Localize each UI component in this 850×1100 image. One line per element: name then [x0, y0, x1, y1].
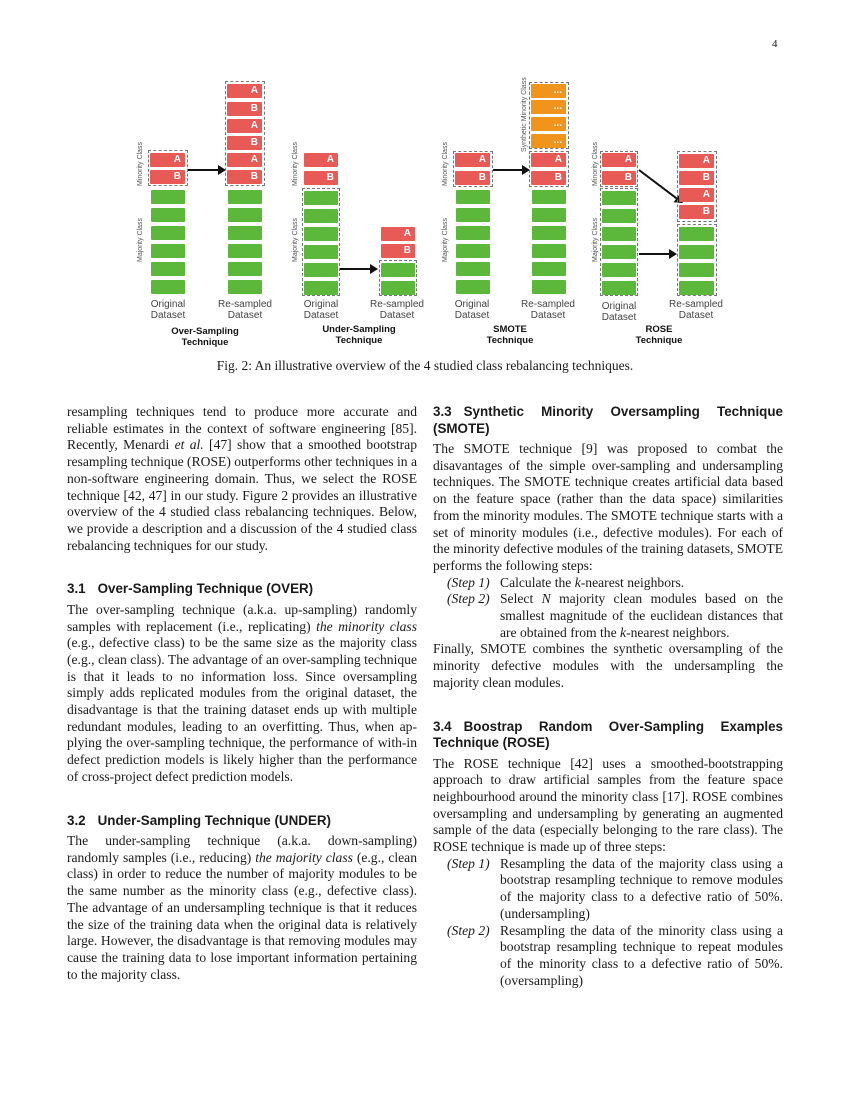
majority-box [456, 244, 490, 258]
right-column [433, 404, 783, 989]
majority-box [602, 209, 636, 223]
majority-box [304, 209, 338, 223]
majority-box [228, 262, 262, 276]
majority-box [532, 244, 566, 258]
majority-box [602, 281, 636, 295]
box-label: A [250, 120, 258, 131]
rose-step-1: (Step 1) Resampling the data of the majority class using a bootstrap resampling technique to remove modules of the majority class to a defective ratio of 50%. (undersampling) [447, 855, 783, 921]
section-3-3-heading: 3.3 Synthetic Minority Oversampling Technique (SMOTE) [433, 404, 783, 436]
minority-class-label: Minority Class [292, 142, 299, 186]
minority-box [227, 102, 262, 116]
box-label: B [478, 172, 486, 183]
minority-box [679, 188, 714, 202]
technique-label-smote: SMOTE Technique [486, 324, 534, 346]
smote-step-1: (Step 1) Calculate the k-nearest neighbors. [447, 574, 685, 590]
box-label: A [702, 155, 710, 166]
resampled-dataset-label: Re-sampled Dataset [218, 299, 272, 321]
section-3-4-paragraph: The ROSE technique [42] uses a smoothed-bootstrapping approach to draw artificial samples from the feature space neighbourhood around the minority class [17]. ROSE combines oversampling and undersampling by generating an augmented sample of the data (especially belonging to the rare class). The ROSE technique is made up of three steps: [433, 755, 783, 855]
minority-class-label: Minority Class [137, 142, 144, 186]
majority-box [151, 208, 185, 222]
smote-step-2: (Step 2) Select N majority clean modules based on the smallest magnitude of the euclidean distances that are obtained from the k-nearest neighbors. [447, 591, 783, 640]
majority-box [381, 263, 415, 277]
rose-step-2: (Step 2) Resampling the data of the minority class using a bootstrap resampling technique to repeat modules of the minority class to a defective ratio of 50%. (oversampling) [447, 922, 783, 988]
box-label: B [624, 172, 632, 183]
box-label: A [326, 154, 334, 165]
section-3-1-paragraph: The over-sampling technique (a.k.a. up-sampling) randomly samples with replacement (i.e., replicating) the minority class (e.g., defective class) to be the same size as the majority class (e.g., clean class). The advantage of an over-sampling technique is that it leads to no information loss. Since oversampling simply adds replicated modules from the original dataset, the disadvantage is that the training dataset ends up with multiple redundant modules, leading to an overfitting. Thus, when applying the over-sampling technique, the performance of with-in defect prediction models is likely higher than the performance of cross-project defect prediction models. [67, 601, 417, 784]
majority-box [304, 281, 338, 295]
box-label: B [250, 171, 258, 182]
majority-box [151, 262, 185, 276]
box-label: B [702, 172, 710, 183]
minority-box [679, 154, 714, 168]
box-label: ... [553, 85, 562, 96]
dataset-label: Re-sampled Dataset [669, 299, 723, 321]
majority-box [532, 208, 566, 222]
section-3-2-heading: 3.2 Under-Sampling Technique (UNDER) [67, 812, 331, 828]
majority-class-label: Majority Class [137, 218, 144, 262]
majority-box [228, 244, 262, 258]
box-label: A [403, 228, 411, 239]
box-label: B [250, 137, 258, 148]
box-label: A [478, 154, 486, 165]
synthetic-box [531, 134, 566, 148]
minority-box [455, 171, 490, 185]
intro-paragraph: resampling techniques tend to produce more accurate and reliable estimates in the context of software engineering [85]. Recently, Menardi et al. [47] show that a smoothed bootstrap resampling technique (ROSE) outperforms other techniques in a non-software engineering domain. Thus, we select the ROSE technique [42, 47] in our study. Figure 2 provides an illustrative overview of the 4 studied class rebalancing techniques. Below, we provide a description and a discussion of the 4 studied class rebalancing techniques for our study. [67, 404, 417, 553]
minority-box [455, 153, 490, 167]
majority-box [304, 191, 338, 205]
majority-box [679, 245, 714, 259]
figure-2 [0, 0, 850, 360]
arrow-icon [188, 169, 224, 171]
minority-box [381, 227, 415, 241]
minority-box-a [150, 153, 185, 167]
dataset-label: Original Dataset [601, 301, 637, 323]
technique-label-under: Under-Sampling Technique [322, 324, 396, 346]
minority-box [381, 244, 415, 258]
box-label: A [250, 154, 258, 165]
dataset-label: Original Dataset [303, 299, 339, 321]
majority-box [228, 280, 262, 294]
majority-box [228, 226, 262, 240]
minority-box [227, 136, 262, 150]
box-label: B [403, 245, 411, 256]
minority-box-b [150, 170, 185, 184]
page-number: 4 [772, 38, 778, 50]
section-3-2-paragraph: The under-sampling technique (a.k.a. down-sampling) randomly samples (i.e., reducing) the majority class (e.g., clean class) in order to reduce the number of majority modules to be the same number as the minority class (e.g., defective class). The advantage of an undersampling technique is that it reduces the size of the training data when the original data is relatively large. However, the disadvantage is that removing modules may cause the training data to lose important information pertaining to the majority class. [67, 833, 417, 982]
box-label: B [326, 172, 334, 183]
majority-class-label: Majority Class [592, 218, 599, 262]
majority-box [151, 226, 185, 240]
majority-box [304, 245, 338, 259]
box-label: ... [553, 135, 562, 146]
left-column [67, 404, 417, 983]
box-label: A [250, 85, 258, 96]
box-label: A [173, 154, 181, 165]
original-dataset-label: Original Dataset [150, 299, 186, 321]
minority-box [602, 153, 636, 167]
box-label: ... [553, 101, 562, 112]
majority-box [679, 263, 714, 277]
dataset-label: Re-sampled Dataset [370, 299, 424, 321]
minority-box [602, 171, 636, 185]
dataset-label: Original Dataset [454, 299, 490, 321]
majority-box [456, 208, 490, 222]
minority-box [304, 153, 338, 167]
majority-box [456, 226, 490, 240]
box-label: B [702, 206, 710, 217]
majority-box [456, 262, 490, 276]
box-label: B [554, 172, 562, 183]
arrow-icon [493, 169, 528, 171]
figure-caption: Fig. 2: An illustrative overview of the 4 studied class rebalancing techniques. [216, 358, 634, 373]
minority-box [304, 171, 338, 185]
majority-box [151, 280, 185, 294]
majority-box [532, 280, 566, 294]
section-3-3-closing: Finally, SMOTE combines the synthetic oversampling of the minority defective modules with the undersampling the majority clean modules. [433, 641, 783, 690]
box-label: B [173, 171, 181, 182]
section-3-1-heading: 3.1 Over-Sampling Technique (OVER) [67, 581, 314, 597]
minority-box [679, 205, 714, 219]
box-label: A [624, 154, 632, 165]
majority-box [304, 263, 338, 277]
box-label: A [702, 189, 710, 200]
arrow-icon [340, 268, 376, 270]
majority-box [532, 226, 566, 240]
minority-class-label: Minority Class [592, 142, 599, 186]
majority-box [151, 244, 185, 258]
majority-box [381, 281, 415, 295]
majority-box [679, 227, 714, 241]
majority-box [151, 190, 185, 204]
technique-label-rose: ROSE Technique [635, 324, 683, 346]
minority-class-label: Minority Class [442, 142, 449, 186]
majority-box [602, 191, 636, 205]
majority-box [602, 227, 636, 241]
majority-box [304, 227, 338, 241]
majority-box [228, 208, 262, 222]
majority-box [532, 190, 566, 204]
dataset-label: Re-sampled Dataset [521, 299, 575, 321]
majority-box [228, 190, 262, 204]
box-label: A [554, 154, 562, 165]
majority-class-label: Majority Class [442, 218, 449, 262]
synthetic-box [531, 84, 566, 98]
majority-box [456, 280, 490, 294]
minority-box [227, 153, 262, 167]
synthetic-box [531, 100, 566, 114]
majority-box [602, 245, 636, 259]
majority-class-label: Majority Class [292, 218, 299, 262]
minority-box [531, 171, 566, 185]
majority-box [456, 190, 490, 204]
majority-box [602, 263, 636, 277]
section-3-3-paragraph: The SMOTE technique [9] was proposed to combat the disavantages of the simple over-sampling and undersampling techniques. The SMOTE technique creates artificial data based on the feature space (rather than the data space) similarities from the minority modules. The SMOTE technique starts with a set of minority modules (i.e., defective modules). For each of the minority defective modules of the training datasets, SMOTE performs the following steps: [433, 441, 783, 573]
minority-box [227, 119, 262, 133]
minority-box [531, 153, 566, 167]
section-3-4-heading: 3.4 Boostrap Random Over-Sampling Examples Technique (ROSE) [433, 718, 783, 751]
box-label: B [250, 103, 258, 114]
technique-label-over: Over-Sampling Technique [171, 326, 239, 348]
synthetic-minority-class-label: Synthetic Minority Class [521, 77, 528, 152]
minority-box [227, 170, 262, 184]
box-label: ... [553, 118, 562, 129]
majority-box [679, 281, 714, 295]
minority-box [679, 171, 714, 185]
minority-box [227, 84, 262, 98]
arrow-icon [639, 253, 675, 255]
arrow-icon [638, 169, 682, 202]
majority-box [532, 262, 566, 276]
synthetic-box [531, 117, 566, 131]
